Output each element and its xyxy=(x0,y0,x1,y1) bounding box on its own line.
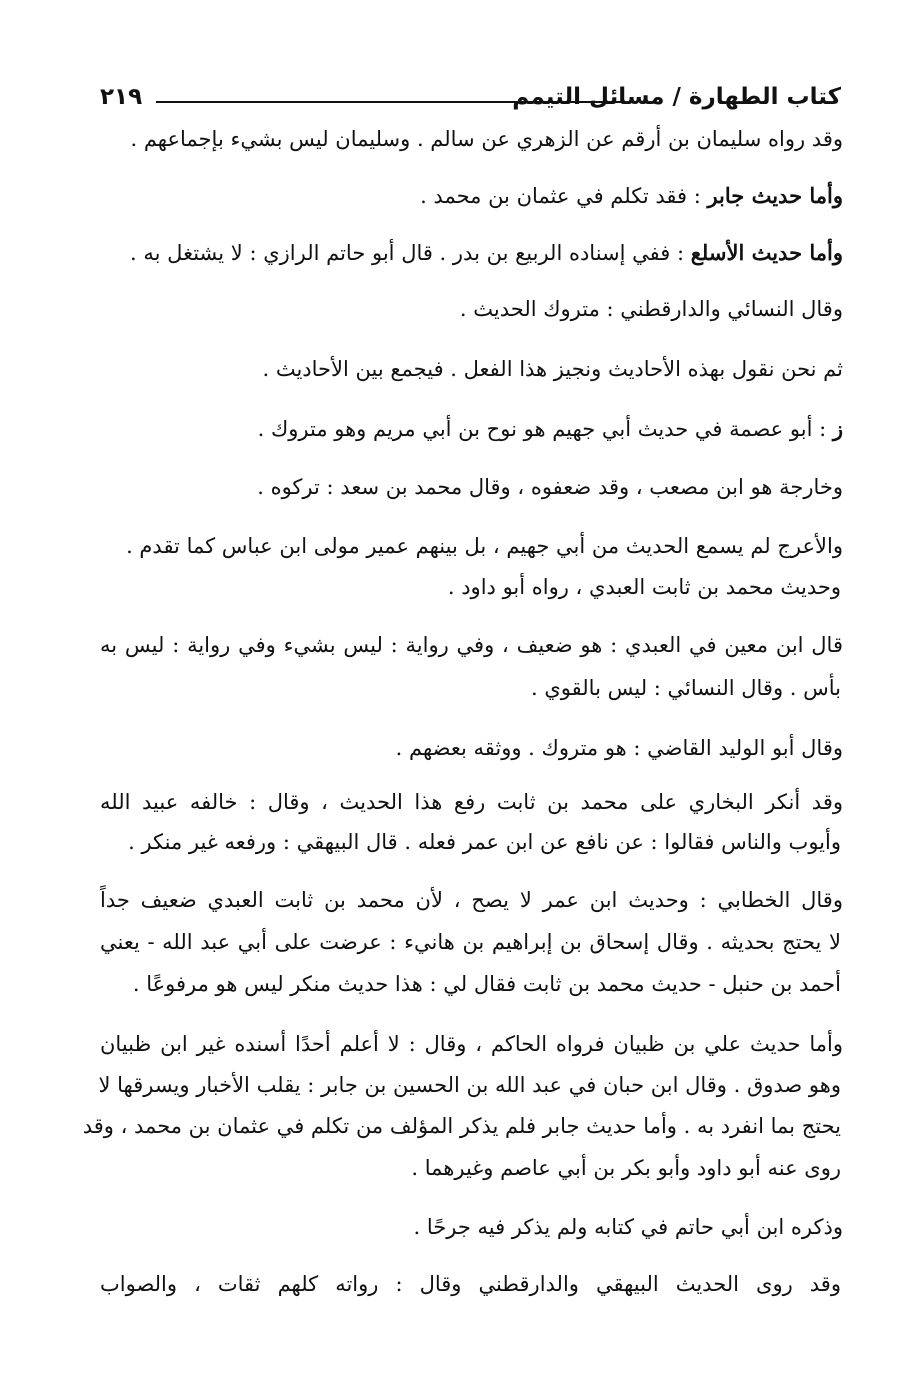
header-rule xyxy=(156,101,623,103)
text-line xyxy=(100,1215,843,1240)
page-number: ٢١٩ xyxy=(100,84,143,110)
line-text: أحمد بن حنبل - حديث محمد بن ثابت فقال لي : هذا حديث منكر ليس هو مرفوعًا . xyxy=(132,972,841,996)
text-line xyxy=(100,633,843,658)
header-title: كتاب الطهارة / مسائل التيمم xyxy=(512,84,841,110)
text-line xyxy=(100,297,843,322)
line-text: وقد روى الحديث البيهقي والدارقطني وقال : رواته كلهم ثقات ، والصواب xyxy=(100,1272,841,1296)
text-line xyxy=(100,534,843,559)
running-header xyxy=(100,84,841,120)
line-text: : فقد تكلم في عثمان بن محمد . xyxy=(420,184,708,208)
line-text: : ففي إسناده الربيع بن بدر . قال أبو حاتم الرازي : لا يشتغل به . xyxy=(130,241,691,265)
line-text: وأما حديث علي بن ظبيان فرواه الحاكم ، وقال : لا أعلم أحدًا أسنده غير ابن ظبيان xyxy=(100,1032,843,1056)
line-text: : أبو عصمة في حديث أبي جهيم هو نوح بن أبي مريم وهو متروك . xyxy=(257,417,833,441)
text-line xyxy=(100,1073,841,1098)
line-text: وهو صدوق . وقال ابن حبان في عبد الله بن الحسين بن جابر : يقلب الأخبار ويسرقها لا xyxy=(98,1073,841,1097)
line-text: لا يحتج بحديثه . وقال إسحاق بن إبراهيم بن هانيء : عرضت على أبي عبد الله - يعني xyxy=(100,930,841,954)
line-text: وقد رواه سليمان بن أرقم عن الزهري عن سالم . وسليمان ليس بشيء بإجماعهم . xyxy=(130,127,843,151)
text-line xyxy=(100,475,843,500)
text-line xyxy=(100,676,841,701)
section-lead: وأما حديث الأسلع xyxy=(690,240,843,265)
line-text: ثم نحن نقول بهذه الأحاديث ونجيز هذا الفعل . فيجمع بين الأحاديث . xyxy=(262,357,843,381)
line-text: وقال الخطابي : وحديث ابن عمر لا يصح ، لأن محمد بن ثابت العبدي ضعيف جداً xyxy=(100,888,843,912)
line-text: وأيوب والناس فقالوا : عن نافع عن ابن عمر فعله . قال البيهقي : ورفعه غير منكر . xyxy=(128,830,841,854)
text-line xyxy=(100,127,843,152)
text-line xyxy=(100,930,841,955)
line-text: روى عنه أبو داود وأبو بكر بن أبي عاصم وغيرهما . xyxy=(411,1156,841,1180)
line-text: قال ابن معين في العبدي : هو ضعيف ، وفي رواية : ليس بشيء وفي رواية : ليس به xyxy=(100,633,843,657)
text-line xyxy=(100,1272,841,1297)
text-line xyxy=(100,575,841,600)
line-text: وحديث محمد بن ثابت العبدي ، رواه أبو داود . xyxy=(447,575,841,599)
line-text: وذكره ابن أبي حاتم في كتابه ولم يذكر فيه جرحًا . xyxy=(413,1215,843,1239)
line-text: بأس . وقال النسائي : ليس بالقوي . xyxy=(531,676,841,700)
line-text: وقال النسائي والدارقطني : متروك الحديث . xyxy=(459,297,843,321)
text-line xyxy=(100,240,843,266)
text-line xyxy=(100,830,841,855)
line-text: وقال أبو الوليد القاضي : هو متروك . ووثقه بعضهم . xyxy=(395,736,843,760)
line-text: وقد أنكر البخاري على محمد بن ثابت رفع هذا الحديث ، وقال : خالفه عبيد الله xyxy=(100,790,843,814)
text-line xyxy=(100,416,843,442)
line-text: وخارجة هو ابن مصعب ، وقد ضعفوه ، وقال محمد بن سعد : تركوه . xyxy=(257,475,843,499)
text-line xyxy=(100,888,843,913)
text-line xyxy=(100,1156,841,1181)
text-line xyxy=(100,1032,843,1057)
line-text: والأعرج لم يسمع الحديث من أبي جهيم ، بل بينهم عمير مولى ابن عباس كما تقدم . xyxy=(126,534,843,558)
editor-note-marker: ز xyxy=(832,416,843,441)
text-line xyxy=(82,1114,841,1139)
text-line xyxy=(100,790,843,815)
text-line xyxy=(100,736,843,761)
section-lead: وأما حديث جابر xyxy=(707,183,843,208)
text-line xyxy=(100,357,843,382)
text-line xyxy=(100,972,841,997)
text-line xyxy=(100,183,843,209)
line-text: يحتج بما انفرد به . وأما حديث جابر فلم يذكر المؤلف من تكلم في عثمان بن محمد ، وقد xyxy=(82,1114,841,1138)
